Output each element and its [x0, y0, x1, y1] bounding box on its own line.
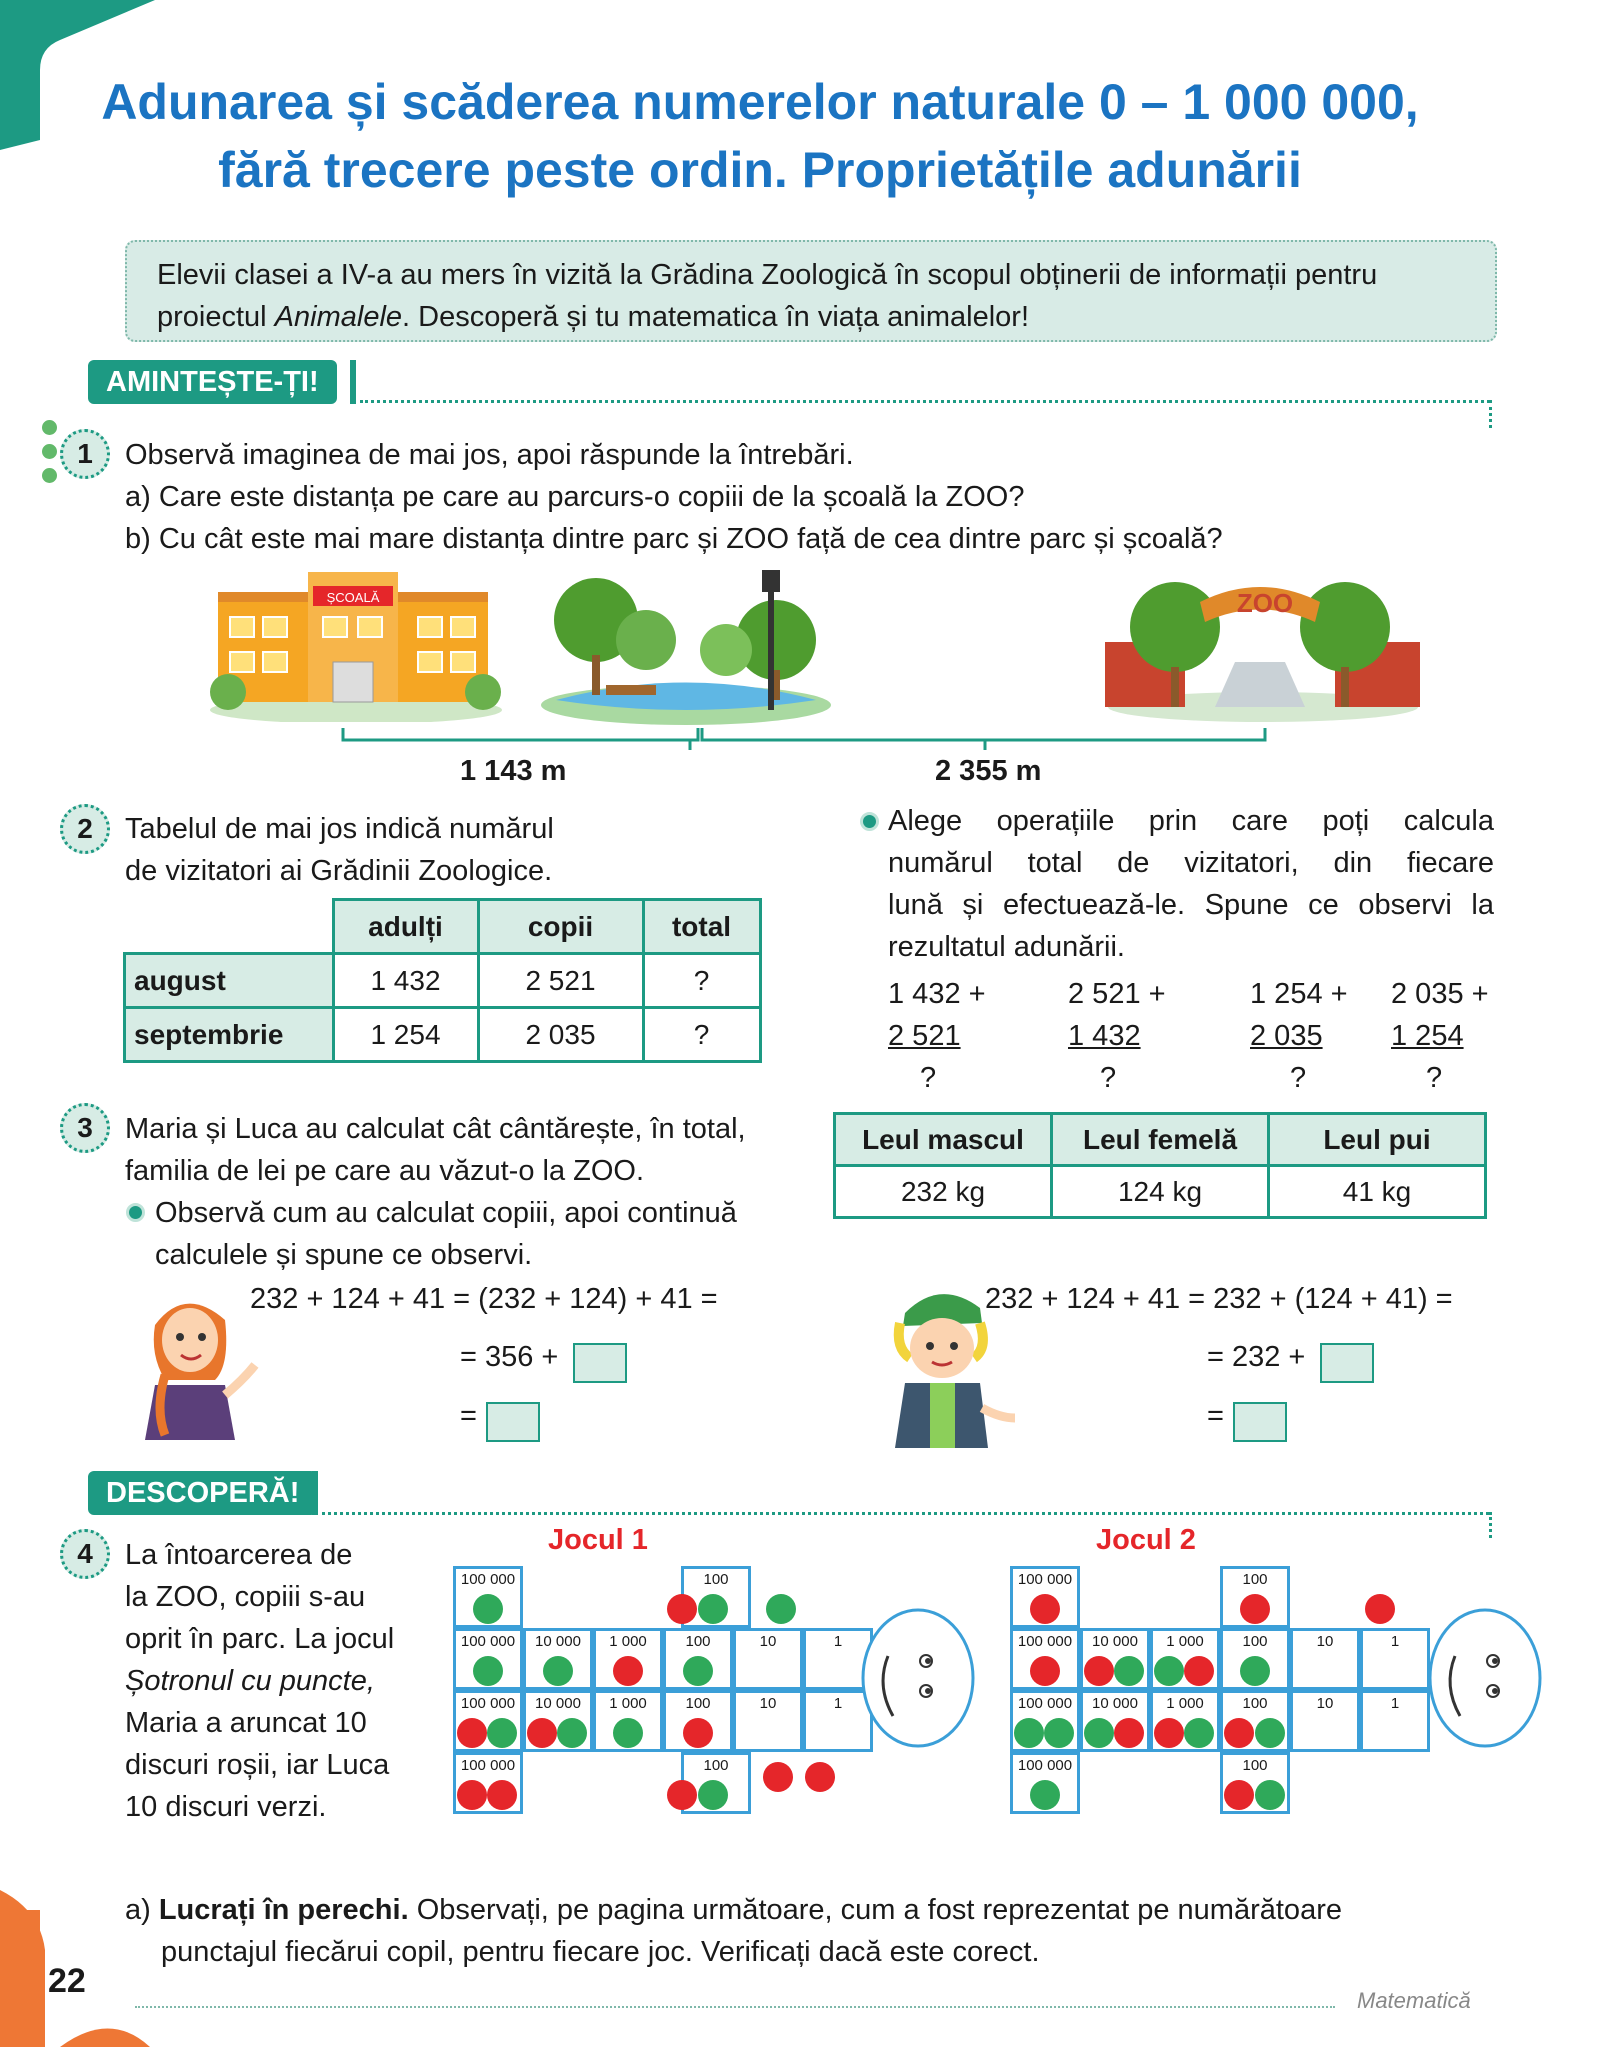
tag-stripe	[312, 1471, 318, 1515]
cell-label: 100	[1242, 1695, 1268, 1712]
ex3-bullet-line: calculele și spune ce observi.	[155, 1239, 533, 1271]
cell-label: 100 000	[1017, 1571, 1073, 1588]
op-addend: 1 254	[1391, 1020, 1464, 1052]
ex2-line2: de vizitatori ai Grădinii Zoologice.	[125, 855, 553, 887]
cell-label: 100	[685, 1633, 711, 1650]
exercise-2-text	[125, 808, 645, 892]
cell-label: 100	[1242, 1633, 1268, 1650]
ex3-bullet-text	[155, 1192, 805, 1276]
green-disc	[1014, 1718, 1044, 1748]
table-cell: 41 kg	[1269, 1166, 1486, 1218]
red-disc	[487, 1780, 517, 1810]
tag-stripe	[350, 360, 356, 404]
instr-prefix: a)	[125, 1894, 159, 1926]
green-disc	[1114, 1656, 1144, 1686]
cell-label: 100	[1242, 1571, 1268, 1588]
ex1-question-b: b) Cu cât este mai mare distanța dintre parc și ZOO față de cea dintre parc și școală?	[125, 523, 1223, 555]
distance-park-zoo: 2 355 m	[935, 755, 1042, 787]
instr-rest: Observați, pe pagina următoare, cum a fost reprezentat pe numărătoare	[408, 1894, 1342, 1926]
intro-project-name: Animalele	[274, 301, 403, 333]
cell-label: 10 000	[1092, 1633, 1138, 1650]
green-disc	[557, 1718, 587, 1748]
green-disc	[473, 1656, 503, 1686]
green-disc	[1084, 1718, 1114, 1748]
red-disc	[1224, 1718, 1254, 1748]
bullet-icon	[860, 812, 879, 831]
op-result: ?	[1290, 1062, 1307, 1094]
red-disc	[1030, 1656, 1060, 1686]
op-result: ?	[1100, 1062, 1117, 1094]
op-result: ?	[920, 1062, 937, 1094]
operation-column	[1068, 973, 1208, 1099]
ex3-line1: Maria și Luca au calculat cât cântărește, în total,	[125, 1113, 746, 1145]
instr-bold: Lucrați în perechi.	[158, 1894, 409, 1926]
green-disc	[543, 1656, 573, 1686]
ex4-line: oprit în parc. La jocul	[125, 1623, 395, 1655]
maria-calc-line1: 232 + 124 + 41 = (232 + 124) + 41 =	[250, 1283, 718, 1315]
ex4-line: 10 discuri verzi.	[125, 1791, 327, 1823]
section-divider-end	[1489, 400, 1492, 428]
instr-line2: punctajul fiecărui copil, pentru fiecare joc. Verificați dacă este corect.	[161, 1936, 1040, 1968]
intro-line1: Elevii clasei a IV-a au mers în vizită la Grădina Zoologică în scopul obținerii de informații pentru	[157, 259, 1378, 291]
cell-label: 10 000	[535, 1633, 581, 1650]
footer-divider	[135, 2006, 1335, 2008]
page-number: 22	[48, 1962, 86, 2000]
table-header: adulți	[333, 900, 478, 954]
section-tag-remember: AMINTEȘTE-ȚI!	[88, 360, 337, 404]
green-disc	[1255, 1780, 1285, 1810]
ex3-line2: familia de lei pe care au văzut-o la ZOO.	[125, 1155, 645, 1187]
table-header: Leul pui	[1269, 1114, 1486, 1166]
table-header: Leul mascul	[835, 1114, 1052, 1166]
operation-column	[1250, 973, 1390, 1099]
zoo-illustration	[1105, 572, 1420, 722]
park-illustration	[536, 570, 836, 725]
cell-label: 10 000	[1092, 1695, 1138, 1712]
decor-dot	[42, 420, 57, 435]
cell-label: 100 000	[1017, 1695, 1073, 1712]
exercise-4-text	[125, 1534, 445, 1828]
section-divider-end	[1489, 1512, 1492, 1538]
op-addend: 2 035 +	[1391, 978, 1489, 1010]
op-addend: 1 432	[1068, 1020, 1141, 1052]
ex1-question-a: a) Care este distanța pe care au parcurs-o copiii de la școală la ZOO?	[125, 481, 1025, 513]
distance-braces	[340, 728, 1270, 758]
table-header: Leul femelă	[1052, 1114, 1269, 1166]
cell-label: 10	[759, 1695, 777, 1712]
exercise-4a-instruction	[125, 1889, 1505, 1973]
table-cell: 1 254	[333, 1008, 478, 1062]
exercise-number: 4	[60, 1529, 110, 1579]
ex2-bullet-line: numărul total de vizitatori, din fiecare	[888, 847, 1494, 879]
ex2-bullet-line: lună și efectuează-le. Spune ce observi la	[888, 889, 1494, 921]
cell-label: 100 000	[460, 1757, 516, 1774]
green-disc	[487, 1718, 517, 1748]
page-title-line2: fără trecere peste ordin. Proprietățile adunării	[218, 142, 1302, 198]
table-cell: 2 521	[478, 954, 643, 1008]
operation-column	[888, 973, 1028, 1099]
decor-dot	[42, 444, 57, 459]
intro-text	[157, 254, 1477, 338]
red-disc	[683, 1718, 713, 1748]
red-disc	[457, 1718, 487, 1748]
cell-label: 1 000	[1166, 1633, 1204, 1650]
table-cell: 2 035	[478, 1008, 643, 1062]
hopscotch-cell	[1360, 1628, 1430, 1690]
maria-answer-box-1[interactable]	[573, 1343, 627, 1383]
op-addend: 2 521	[888, 1020, 961, 1052]
red-disc	[1084, 1656, 1114, 1686]
zoo-sign: ZOO	[1236, 588, 1294, 618]
cell-label: 1	[833, 1695, 843, 1712]
cell-label: 100 000	[1017, 1757, 1073, 1774]
green-disc	[683, 1656, 713, 1686]
luca-calc-line1: 232 + 124 + 41 = 232 + (124 + 41) =	[985, 1283, 1453, 1315]
cell-label: 100 000	[460, 1571, 516, 1588]
cell-label: 1 000	[609, 1633, 647, 1650]
red-disc	[667, 1594, 697, 1624]
red-disc	[763, 1762, 793, 1792]
red-disc	[667, 1780, 697, 1810]
red-disc	[527, 1718, 557, 1748]
exercise-number: 2	[60, 804, 110, 854]
cell-label: 10	[759, 1633, 777, 1650]
ex4-line: La întoarcerea de	[125, 1539, 353, 1571]
cell-label: 1	[1390, 1633, 1400, 1650]
table-header: total	[643, 900, 760, 954]
cell-label: 1 000	[609, 1695, 647, 1712]
ex2-line1: Tabelul de mai jos indică numărul	[125, 813, 554, 845]
hopscotch-cell	[1290, 1690, 1360, 1752]
red-disc	[805, 1762, 835, 1792]
red-disc	[613, 1656, 643, 1686]
page-title-line1: Adunarea și scăderea numerelor naturale 0 – 1 000 000,	[101, 74, 1419, 130]
ex4-game-name: Șotronul cu puncte,	[125, 1665, 375, 1697]
exercise-3-text	[125, 1108, 805, 1192]
hopscotch-cell	[1290, 1628, 1360, 1690]
op-addend: 1 432 +	[888, 978, 986, 1010]
hopscotch-cell	[733, 1690, 803, 1752]
red-disc	[1030, 1594, 1060, 1624]
maria-illustration	[125, 1285, 260, 1440]
cell-label: 1	[833, 1633, 843, 1650]
maria-calc-line2: = 356 +	[460, 1341, 559, 1373]
table-corner	[125, 900, 334, 954]
green-disc	[766, 1594, 796, 1624]
ex1-line1: Observă imaginea de mai jos, apoi răspunde la întrebări.	[125, 439, 854, 471]
footer-subject: Matematică	[1357, 1988, 1471, 2013]
red-disc	[457, 1780, 487, 1810]
intro-line2-post: . Descoperă și tu matematica în viața animalelor!	[402, 301, 1030, 333]
ex4-line: discuri roșii, iar Luca	[125, 1749, 390, 1781]
op-addend: 2 035	[1250, 1020, 1323, 1052]
section-tag-discover: DESCOPERĂ!	[88, 1471, 317, 1515]
ex2-bullet-text	[888, 800, 1494, 968]
operation-column	[1391, 973, 1501, 1099]
table-cell: 232 kg	[835, 1166, 1052, 1218]
green-disc	[1255, 1718, 1285, 1748]
red-disc	[1114, 1718, 1144, 1748]
table-cell: 124 kg	[1052, 1166, 1269, 1218]
cell-label: 100	[703, 1571, 729, 1588]
ex2-bullet-line: Alege operațiile prin care poți calcula	[888, 805, 1494, 837]
cell-label: 100	[1242, 1757, 1268, 1774]
cell-label: 100	[685, 1695, 711, 1712]
ex3-bullet-line: Observă cum au calculat copiii, apoi continuă	[155, 1197, 737, 1229]
game2-title: Jocul 2	[1096, 1524, 1196, 1556]
red-disc	[1365, 1594, 1395, 1624]
maria-answer-box-2[interactable]	[486, 1402, 540, 1442]
table-row-label: august	[125, 954, 334, 1008]
luca-answer-box-1[interactable]	[1320, 1343, 1374, 1383]
smiley-face-icon	[1425, 1606, 1545, 1756]
school-illustration	[208, 572, 503, 722]
cell-label: 100	[703, 1757, 729, 1774]
ex4-line: Maria a aruncat 10	[125, 1707, 367, 1739]
lions-table	[833, 1112, 1487, 1219]
table-row-label: septembrie	[125, 1008, 334, 1062]
cell-label: 100 000	[460, 1695, 516, 1712]
hopscotch-board-game1	[453, 1566, 943, 1818]
exercise-number: 3	[60, 1103, 110, 1153]
cell-label: 100 000	[460, 1633, 516, 1650]
green-disc	[1154, 1656, 1184, 1686]
green-disc	[698, 1594, 728, 1624]
op-addend: 2 521 +	[1068, 978, 1166, 1010]
hopscotch-cell	[1360, 1690, 1430, 1752]
table-header: copii	[478, 900, 643, 954]
luca-calc-line2: = 232 +	[1207, 1341, 1306, 1373]
table-cell: ?	[643, 954, 760, 1008]
ex4-line: la ZOO, copiii s-au	[125, 1581, 366, 1613]
red-disc	[1154, 1718, 1184, 1748]
decor-dot	[42, 468, 57, 483]
game1-title: Jocul 1	[548, 1524, 648, 1556]
cell-label: 10	[1316, 1633, 1334, 1650]
green-disc	[1044, 1718, 1074, 1748]
table-cell: 1 432	[333, 954, 478, 1008]
red-disc	[1224, 1780, 1254, 1810]
hopscotch-board-game2	[1010, 1566, 1550, 1818]
cell-label: 1 000	[1166, 1695, 1204, 1712]
bullet-icon	[126, 1203, 145, 1222]
green-disc	[1030, 1780, 1060, 1810]
cell-label: 10 000	[535, 1695, 581, 1712]
school-sign: ȘCOALĂ	[326, 590, 380, 605]
luca-answer-box-2[interactable]	[1233, 1402, 1287, 1442]
hopscotch-cell	[733, 1628, 803, 1690]
luca-calc-line3: =	[1207, 1400, 1224, 1432]
red-disc	[1184, 1656, 1214, 1686]
distance-school-park: 1 143 m	[460, 755, 567, 787]
cell-label: 100 000	[1017, 1633, 1073, 1650]
smiley-face-icon	[858, 1606, 978, 1756]
exercise-1-text	[125, 434, 1495, 560]
green-disc	[1184, 1718, 1214, 1748]
ex2-bullet-line: rezultatul adunării.	[888, 931, 1125, 963]
op-addend: 1 254 +	[1250, 978, 1348, 1010]
red-disc	[1240, 1594, 1270, 1624]
table-cell: ?	[643, 1008, 760, 1062]
visitors-table	[123, 898, 762, 1063]
green-disc	[473, 1594, 503, 1624]
green-disc	[613, 1718, 643, 1748]
maria-calc-line3: =	[460, 1400, 477, 1432]
green-disc	[1240, 1656, 1270, 1686]
op-result: ?	[1426, 1062, 1443, 1094]
exercise-number: 1	[60, 429, 110, 479]
cell-label: 10	[1316, 1695, 1334, 1712]
intro-line2-pre: proiectul	[157, 301, 275, 333]
cell-label: 1	[1390, 1695, 1400, 1712]
section-divider	[322, 1512, 1489, 1515]
green-disc	[698, 1780, 728, 1810]
section-divider	[360, 400, 1490, 403]
